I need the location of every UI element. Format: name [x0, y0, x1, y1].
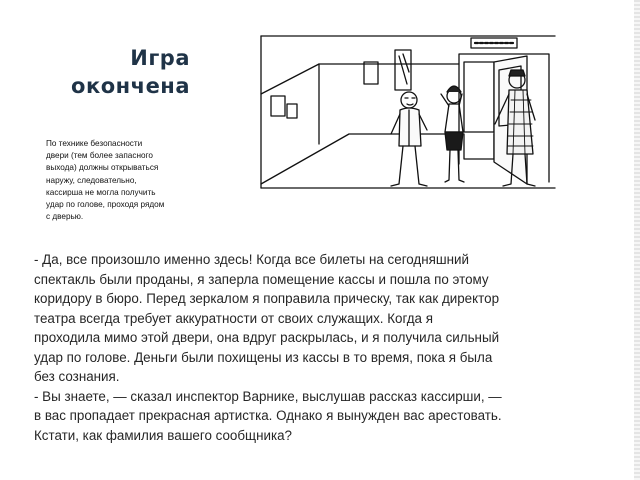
- story-line: без сознания.: [34, 369, 120, 384]
- slide-title: [60, 44, 190, 100]
- caption-note: [46, 138, 196, 223]
- caption-line: По технике безопасности: [46, 139, 143, 148]
- caption-line: выхода) должны открываться: [46, 163, 159, 173]
- title-line: окончена: [71, 74, 190, 98]
- caption-line: двери (тем более запасного: [46, 151, 153, 161]
- story-line: в вас пропадает прекрасная артистка. Однако я вынужден вас арестовать.: [34, 408, 502, 423]
- story-line: - Вы знаете, — сказал инспектор Варнике, выслушав рассказ кассирши, —: [34, 388, 502, 404]
- slide-edge-stripe: [634, 0, 640, 480]
- story-line: спектакль были проданы, я заперла помещение кассы и пошла по этому: [34, 271, 489, 287]
- story-line: удар по голове. Деньги были похищены из кассы в то время, пока я была: [34, 349, 493, 365]
- title-line: Игра: [130, 46, 190, 70]
- caption-line: с дверью.: [46, 212, 84, 222]
- story-line: проходила мимо этой двери, она вдруг раскрылась, и я получила сильный: [34, 330, 500, 345]
- story-line: театра всегда требует аккуратности от своих служащих. Когда я: [34, 310, 433, 326]
- story-text: [34, 250, 614, 445]
- story-line: Кстати, как фамилия вашего сообщника?: [34, 427, 292, 443]
- cartoon-illustration: [259, 34, 559, 190]
- story-line: - Да, все произошло именно здесь! Когда все билеты на сегодняшний: [34, 252, 469, 267]
- caption-line: удар по голове, проходя рядом: [46, 200, 165, 210]
- story-line: коридору в бюро. Перед зеркалом я поправила прическу, так как директор: [34, 291, 500, 306]
- caption-line: кассирша не могла получить: [46, 187, 156, 197]
- caption-line: наружу, следовательно,: [46, 175, 137, 185]
